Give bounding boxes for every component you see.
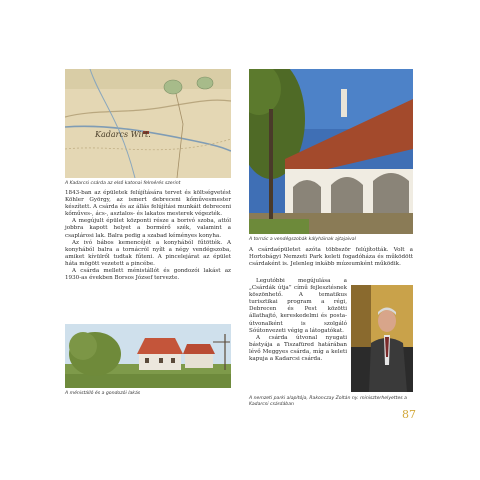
map-illustration [65,69,231,178]
porch-caption: A tornác a vendégszobák kályháinak ajtajaival [249,237,356,242]
stable-illustration [65,324,231,388]
right-body-text-bottom [249,278,347,363]
map-label: Kadarcs Wirt. [95,130,151,139]
left-paragraph-3: Az ivó bábos kemencéjét a konyhából fűtötték. A konyhából balra a tornácról nyílt a négy vendégszoba, amiket kívülről tudtak fűteni. A pincelejárat az épület háta mögött vezetett a pincébe. [65,239,231,267]
left-body-text [65,190,231,282]
porch-illustration [249,69,413,234]
map-caption: A Kadarcsi csárda az első katonai felmérés szerint [65,181,181,186]
portrait-caption: A nemzeti parki alapítója, Rakonczay Zoltán ny. miniszterhelyettes a Kadarcsi csárdában [249,396,407,407]
stable-caption: A ménistálló és a gondozói lakás [65,391,141,396]
portrait-illustration [351,285,413,392]
porch-photo [249,69,413,234]
page-number: 87 [402,408,416,421]
historical-map-image [65,69,231,178]
left-paragraph-2: A megújult épület központi része a borivó szoba, attól jobbra kapott helyet a bormérő szék, valamint a csaplárosi lak. Balra pedig a szabad kéményes konyha. [65,218,231,239]
left-paragraph-1: 1843-ban az épületek felújítására tervet és költségvetést Köhler György, az ismert debreceni kőművesmester készített. A csárda és az állás felújítási munkáit debreceni kőműves-, ács-, asztalos- és lakatos mesterek végezték. [65,190,231,218]
portrait-photo [351,285,413,392]
left-paragraph-4: A csárda mellett ménistállót és gondozói lakást az 1930-as években Borsos József tervezte. [65,268,231,282]
stable-photo [65,324,231,388]
right-paragraph-2: Legutóbbi megújulása a „Csárdák útja” című fejlesztésnek köszönhető. A tematikus turisztikai program a régi, Debrecen és Pest közötti állathajtó, kereskedelmi és posta-útvonalként is szolgáló Sóútonvezeti végig a látogatókat. [249,278,347,334]
right-body-text-top [249,247,413,268]
right-paragraph-1: A csárdaépületet azóta többször felújították. Volt a Hortobágyi Nemzeti Park keleti fogadóháza és működött csárdaként is. Jelenleg inkább múzeumként működik. [249,247,413,268]
right-paragraph-3: A csárda útvonal nyugati bástyája a Tiszafüred határában lévő Meggyes csárda, míg a keleti kapuja a Kadarcsi csárda. [249,334,347,363]
